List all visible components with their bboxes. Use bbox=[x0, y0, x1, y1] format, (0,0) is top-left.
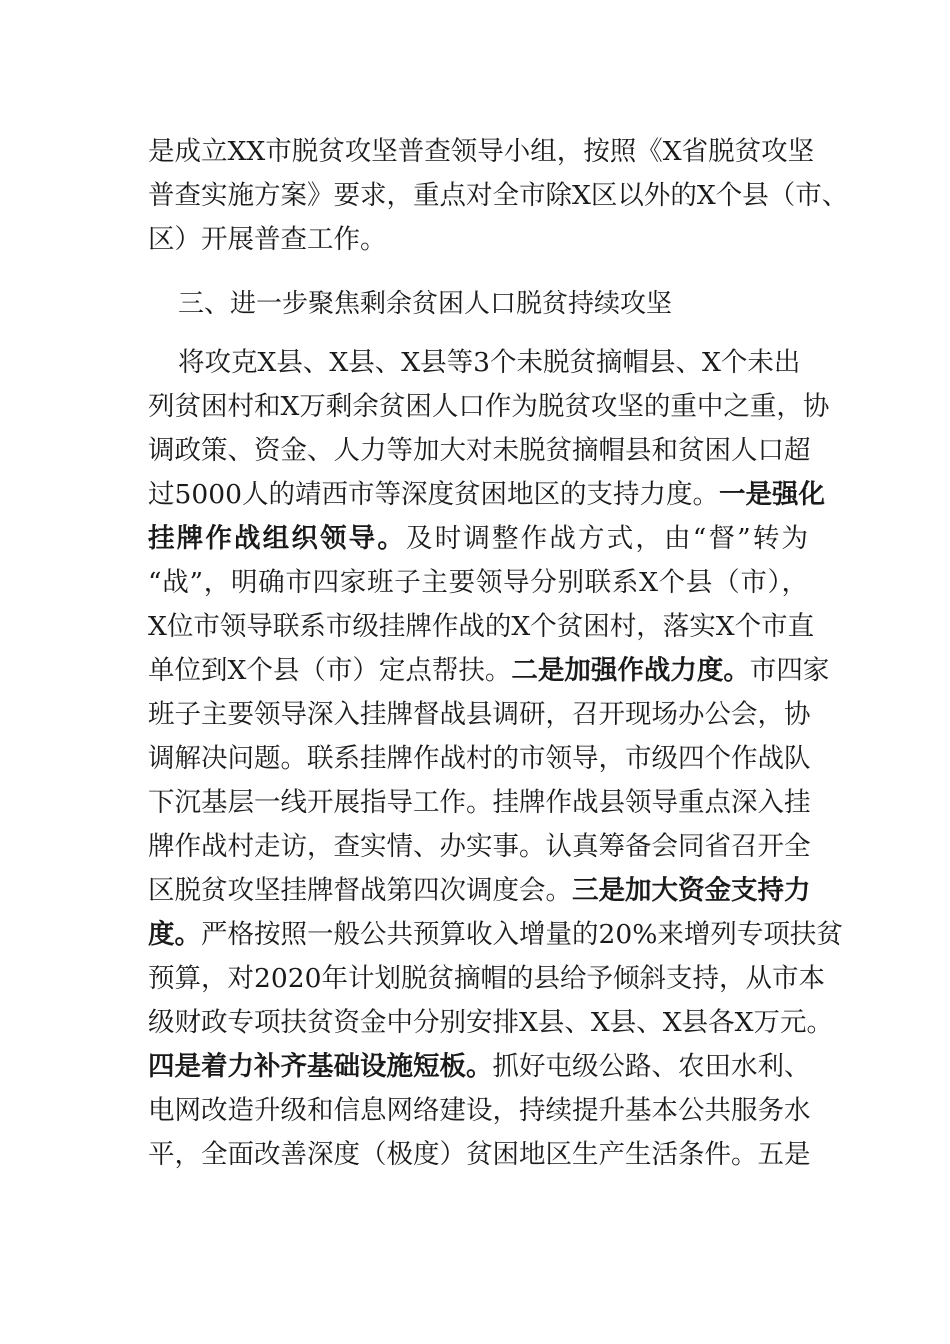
section-heading: 三、进一步聚焦剩余贫困人口脱贫持续攻坚 bbox=[178, 289, 673, 319]
text-line: 区）开展普查工作。 bbox=[148, 224, 387, 255]
text-line: 区脱贫攻坚挂牌督战第四次调度会。三是加大资金支持力 bbox=[148, 875, 811, 906]
text-line: X位市领导联系市级挂牌作战的X个贫困村，落实X个市直 bbox=[148, 611, 815, 642]
text-line: 调解决问题。联系挂牌作战村的市领导，市级四个作战队 bbox=[148, 743, 811, 774]
text-line: 预算，对2020年计划脱贫摘帽的县给予倾斜支持，从市本 bbox=[148, 963, 825, 994]
bold-keyphrase: 四是着力补齐基础设施短板。 bbox=[148, 1051, 493, 1082]
bold-keyphrase: 挂牌作战组织领导。 bbox=[148, 523, 407, 554]
text-line: 四是着力补齐基础设施短板。抓好屯级公路、农田水利、 bbox=[148, 1051, 811, 1082]
text-line: 调政策、资金、人力等加大对未脱贫摘帽县和贫困人口超 bbox=[148, 435, 811, 466]
text-line: “战”，明确市四家班子主要领导分别联系X个县（市）， bbox=[148, 567, 808, 598]
text-line: 电网改造升级和信息网络建设，持续提升基本公共服务水 bbox=[148, 1095, 811, 1126]
text-line: 将攻克X县、X县、X县等3个未脱贫摘帽县、X个未出 bbox=[178, 347, 801, 378]
text-line: 平，全面改善深度（极度）贫困地区生产生活条件。五是 bbox=[148, 1139, 811, 1170]
bold-keyphrase: 二是加强作战力度。 bbox=[511, 655, 750, 686]
text-line: 是成立XX市脱贫攻坚普查领导小组，按照《X省脱贫攻坚 bbox=[148, 136, 815, 167]
text-line: 挂牌作战组织领导。及时调整作战方式，由“督”转为 bbox=[148, 523, 808, 554]
text-line: 过5000人的靖西市等深度贫困地区的支持力度。一是强化 bbox=[148, 479, 825, 510]
bold-keyphrase: 度。 bbox=[148, 919, 201, 950]
text-line: 牌作战村走访，查实情、办实事。认真筹备会同省召开全 bbox=[148, 831, 811, 862]
text-line: 普查实施方案》要求，重点对全市除X区以外的X个县（市、 bbox=[148, 180, 849, 211]
text-line: 单位到X个县（市）定点帮扶。二是加强作战力度。市四家 bbox=[148, 655, 830, 686]
bold-keyphrase: 一是强化 bbox=[718, 479, 825, 510]
text-line: 下沉基层一线开展指导工作。挂牌作战县领导重点深入挂 bbox=[148, 787, 811, 818]
text-line: 列贫困村和X万剩余贫困人口作为脱贫攻坚的重中之重，协 bbox=[148, 391, 830, 422]
text-line: 班子主要领导深入挂牌督战县调研，召开现场办公会，协 bbox=[148, 699, 811, 730]
text-line: 级财政专项扶贫资金中分别安排X县、X县、X县各X万元。 bbox=[148, 1007, 833, 1038]
text-line: 度。严格按照一般公共预算收入增量的20%来增列专项扶贫 bbox=[148, 919, 843, 950]
bold-keyphrase: 三是加大资金支持力 bbox=[572, 875, 811, 906]
